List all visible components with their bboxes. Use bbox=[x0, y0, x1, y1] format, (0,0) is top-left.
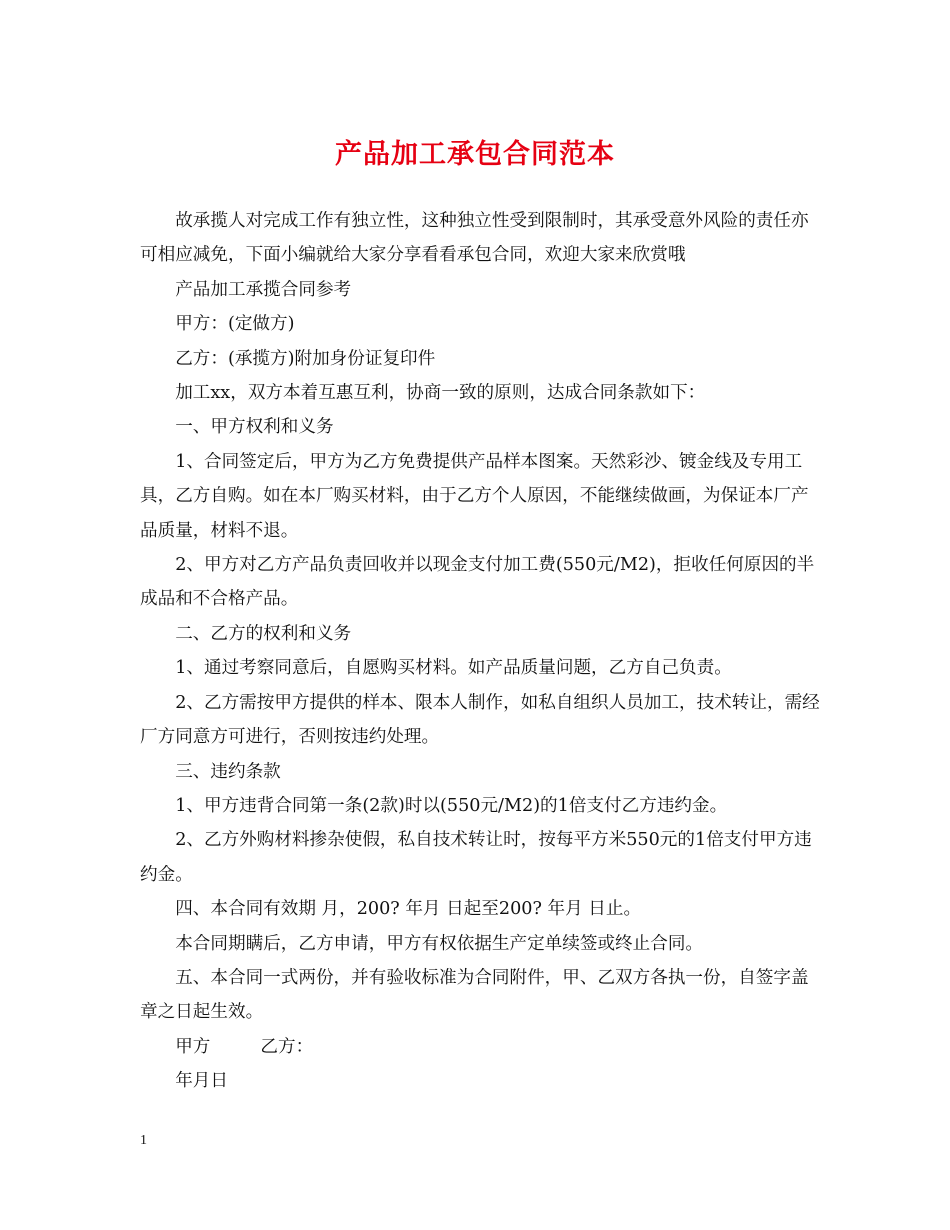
signature-row bbox=[140, 1030, 820, 1064]
party-a-line: 甲方：(定做方) bbox=[175, 314, 295, 335]
section-5-copies: 五、本合同一式两份，并有验收标准为合同附件，甲、乙双方各执一份，自签字盖章之日起生效。 bbox=[140, 967, 809, 1023]
section-4-validity: 四、本合同有效期 月，200? 年月 日起至200? 年月 日止。 bbox=[175, 899, 642, 920]
renewal-paragraph: 本合同期瞒后，乙方申请，甲方有权依据生产定单续签或终止合同。 bbox=[175, 933, 704, 954]
clause-2-2: 2、乙方需按甲方提供的样本、限本人制作，如私自组织人员加工，技术转让，需经厂方同意方可进行，否则按违约处理。 bbox=[140, 692, 820, 748]
party-b-line: 乙方：(承揽方)附加身份证复印件 bbox=[175, 348, 436, 369]
signature-party-b: 乙方： bbox=[260, 1036, 314, 1057]
document-body bbox=[140, 204, 820, 1099]
section-heading-2: 二、乙方的权利和义务 bbox=[175, 623, 352, 644]
section-heading-1: 一、甲方权利和义务 bbox=[175, 417, 334, 438]
clause-3-2: 2、乙方外购材料掺杂使假，私自技术转让时，按每平方米550元的1倍支付甲方违约金。 bbox=[140, 830, 812, 885]
section-heading-3: 三、违约条款 bbox=[175, 761, 281, 782]
contract-heading: 产品加工承揽合同参考 bbox=[175, 279, 352, 300]
clause-1-2: 2、甲方对乙方产品负责回收并以现金支付加工费(550元/M2)，拒收任何原因的半成品和不合格产品。 bbox=[140, 555, 815, 610]
intro-paragraph: 故承揽人对完成工作有独立性，这种独立性受到限制时，其承受意外风险的责任亦可相应减免，下面小编就给大家分享看看承包合同，欢迎大家来欣赏哦 bbox=[140, 211, 809, 266]
date-line: 年月日 bbox=[175, 1071, 228, 1092]
clause-1-1: 1、合同签定后，甲方为乙方免费提供产品样本图案。天然彩沙、镀金线及专用工具，乙方自购。如在本厂购买材料，由于乙方个人原因，不能继续做画，为保证本厂产品质量，材料不退。 bbox=[140, 451, 809, 541]
preamble-paragraph: 加工xx，双方本着互惠互利，协商一致的原则，达成合同条款如下： bbox=[175, 383, 706, 404]
page-number: 1 bbox=[140, 1133, 147, 1148]
clause-2-1: 1、通过考察同意后，自愿购买材料。如产品质量问题，乙方自己负责。 bbox=[175, 658, 732, 679]
clause-3-1: 1、甲方违背合同第一条(2款)时以(550元/M2)的1倍支付乙方违约金。 bbox=[175, 795, 728, 816]
document-title: 产品加工承包合同范本 bbox=[335, 139, 615, 170]
signature-party-a: 甲方 bbox=[175, 1036, 211, 1057]
